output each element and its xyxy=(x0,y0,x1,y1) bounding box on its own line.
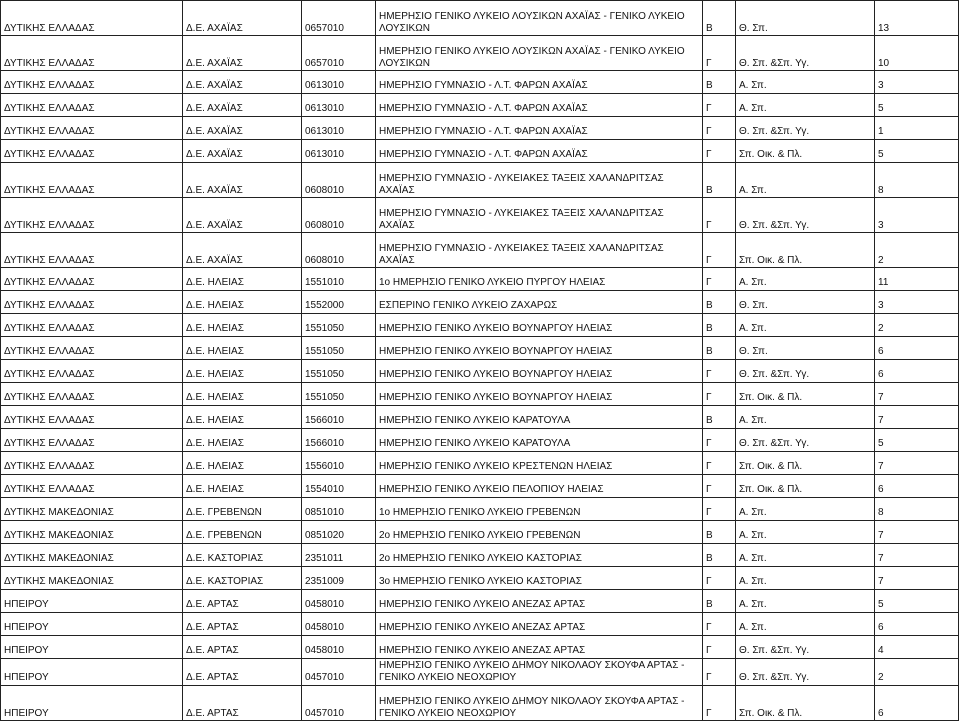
count-cell: 3 xyxy=(875,71,959,94)
directorate-cell: Δ.Ε. ΗΛΕΙΑΣ xyxy=(183,406,302,429)
table-row xyxy=(1,198,959,233)
field-cell: Α. Σπ. xyxy=(736,590,875,613)
region-cell: ΔΥΤΙΚΗΣ ΕΛΛΑΔΑΣ xyxy=(1,475,183,498)
region-cell: ΔΥΤΙΚΗΣ ΜΑΚΕΔΟΝΙΑΣ xyxy=(1,521,183,544)
region-cell: ΗΠΕΙΡΟΥ xyxy=(1,590,183,613)
table-row xyxy=(1,521,959,544)
field-cell: Σπ. Οικ. & Πλ. xyxy=(736,686,875,721)
directorate-cell: Δ.Ε. ΑΡΤΑΣ xyxy=(183,590,302,613)
count-cell: 2 xyxy=(875,233,959,268)
field-cell: Θ. Σπ. &Σπ. Υγ. xyxy=(736,198,875,233)
field-cell: Α. Σπ. xyxy=(736,521,875,544)
table-body xyxy=(1,1,959,721)
school-code-cell: 1551010 xyxy=(302,268,376,291)
class-cell: Γ xyxy=(703,140,736,163)
school-name-cell: ΗΜΕΡΗΣΙΟ ΓΕΝΙΚΟ ΛΥΚΕΙΟ ΒΟΥΝΑΡΓΟΥ ΗΛΕΙΑΣ xyxy=(376,383,703,406)
region-cell: ΔΥΤΙΚΗΣ ΕΛΛΑΔΑΣ xyxy=(1,429,183,452)
school-code-cell: 1552000 xyxy=(302,291,376,314)
directorate-cell: Δ.Ε. ΓΡΕΒΕΝΩΝ xyxy=(183,521,302,544)
directorate-cell: Δ.Ε. ΑΡΤΑΣ xyxy=(183,636,302,659)
directorate-cell: Δ.Ε. ΑΡΤΑΣ xyxy=(183,613,302,636)
directorate-cell: Δ.Ε. ΑΧΑΪΑΣ xyxy=(183,233,302,268)
count-cell: 2 xyxy=(875,659,959,686)
field-cell: Θ. Σπ. &Σπ. Υγ. xyxy=(736,636,875,659)
region-cell: ΔΥΤΙΚΗΣ ΕΛΛΑΔΑΣ xyxy=(1,198,183,233)
region-cell: ΔΥΤΙΚΗΣ ΜΑΚΕΔΟΝΙΑΣ xyxy=(1,498,183,521)
school-code-cell: 1556010 xyxy=(302,452,376,475)
count-cell: 5 xyxy=(875,94,959,117)
school-name-cell: 2ο ΗΜΕΡΗΣΙΟ ΓΕΝΙΚΟ ΛΥΚΕΙΟ ΚΑΣΤΟΡΙΑΣ xyxy=(376,544,703,567)
school-code-cell: 0608010 xyxy=(302,233,376,268)
school-name-cell: ΗΜΕΡΗΣΙΟ ΓΕΝΙΚΟ ΛΥΚΕΙΟ ΚΡΕΣΤΕΝΩΝ ΗΛΕΙΑΣ xyxy=(376,452,703,475)
school-code-cell: 0608010 xyxy=(302,163,376,198)
class-cell: Γ xyxy=(703,686,736,721)
class-cell: Γ xyxy=(703,659,736,686)
class-cell: Γ xyxy=(703,567,736,590)
school-code-cell: 0458010 xyxy=(302,613,376,636)
field-cell: Α. Σπ. xyxy=(736,163,875,198)
field-cell: Α. Σπ. xyxy=(736,613,875,636)
school-code-cell: 1566010 xyxy=(302,406,376,429)
school-name-cell: ΗΜΕΡΗΣΙΟ ΓΕΝΙΚΟ ΛΥΚΕΙΟ ΛΟΥΣΙΚΩΝ ΑΧΑΪΑΣ - ΓΕΝΙΚΟ ΛΥΚΕΙΟ ΛΟΥΣΙΚΩΝ xyxy=(376,1,703,36)
region-cell: ΔΥΤΙΚΗΣ ΕΛΛΑΔΑΣ xyxy=(1,268,183,291)
school-code-cell: 0608010 xyxy=(302,198,376,233)
count-cell: 2 xyxy=(875,314,959,337)
class-cell: Γ xyxy=(703,36,736,71)
school-code-cell: 0457010 xyxy=(302,659,376,686)
count-cell: 3 xyxy=(875,291,959,314)
count-cell: 13 xyxy=(875,1,959,36)
region-cell: ΔΥΤΙΚΗΣ ΕΛΛΑΔΑΣ xyxy=(1,383,183,406)
school-code-cell: 0851010 xyxy=(302,498,376,521)
school-code-cell: 0458010 xyxy=(302,590,376,613)
school-code-cell: 2351009 xyxy=(302,567,376,590)
region-cell: ΔΥΤΙΚΗΣ ΕΛΛΑΔΑΣ xyxy=(1,117,183,140)
table-row xyxy=(1,613,959,636)
directorate-cell: Δ.Ε. ΗΛΕΙΑΣ xyxy=(183,337,302,360)
school-name-cell: ΗΜΕΡΗΣΙΟ ΓΕΝΙΚΟ ΛΥΚΕΙΟ ΛΟΥΣΙΚΩΝ ΑΧΑΪΑΣ - ΓΕΝΙΚΟ ΛΥΚΕΙΟ ΛΟΥΣΙΚΩΝ xyxy=(376,36,703,71)
table-row xyxy=(1,291,959,314)
school-code-cell: 0458010 xyxy=(302,636,376,659)
field-cell: Α. Σπ. xyxy=(736,567,875,590)
directorate-cell: Δ.Ε. ΗΛΕΙΑΣ xyxy=(183,429,302,452)
region-cell: ΔΥΤΙΚΗΣ ΕΛΛΑΔΑΣ xyxy=(1,1,183,36)
class-cell: Β xyxy=(703,1,736,36)
school-name-cell: ΗΜΕΡΗΣΙΟ ΓΥΜΝΑΣΙΟ - Λ.Τ. ΦΑΡΩΝ ΑΧΑΪΑΣ xyxy=(376,117,703,140)
directorate-cell: Δ.Ε. ΚΑΣΤΟΡΙΑΣ xyxy=(183,544,302,567)
school-name-cell: ΗΜΕΡΗΣΙΟ ΓΥΜΝΑΣΙΟ - ΛΥΚΕΙΑΚΕΣ ΤΑΞΕΙΣ ΧΑΛΑΝΔΡΙΤΣΑΣ ΑΧΑΪΑΣ xyxy=(376,198,703,233)
class-cell: Β xyxy=(703,590,736,613)
field-cell: Α. Σπ. xyxy=(736,498,875,521)
region-cell: ΔΥΤΙΚΗΣ ΕΛΛΑΔΑΣ xyxy=(1,360,183,383)
table-row xyxy=(1,71,959,94)
table-row xyxy=(1,383,959,406)
directorate-cell: Δ.Ε. ΑΧΑΪΑΣ xyxy=(183,140,302,163)
school-code-cell: 1551050 xyxy=(302,360,376,383)
count-cell: 6 xyxy=(875,337,959,360)
directorate-cell: Δ.Ε. ΑΧΑΪΑΣ xyxy=(183,71,302,94)
class-cell: Γ xyxy=(703,383,736,406)
school-name-cell: ΗΜΕΡΗΣΙΟ ΓΕΝΙΚΟ ΛΥΚΕΙΟ ΔΗΜΟΥ ΝΙΚΟΛΑΟΥ ΣΚΟΥΦΑ ΑΡΤΑΣ - ΓΕΝΙΚΟ ΛΥΚΕΙΟ ΝΕΟΧΩΡΙΟΥ xyxy=(376,686,703,721)
table-row xyxy=(1,429,959,452)
directorate-cell: Δ.Ε. ΑΧΑΪΑΣ xyxy=(183,36,302,71)
school-code-cell: 0613010 xyxy=(302,71,376,94)
class-cell: Β xyxy=(703,337,736,360)
table-row xyxy=(1,567,959,590)
directorate-cell: Δ.Ε. ΚΑΣΤΟΡΙΑΣ xyxy=(183,567,302,590)
table-row xyxy=(1,233,959,268)
field-cell: Α. Σπ. xyxy=(736,314,875,337)
table-row xyxy=(1,117,959,140)
school-name-cell: 2ο ΗΜΕΡΗΣΙΟ ΓΕΝΙΚΟ ΛΥΚΕΙΟ ΓΡΕΒΕΝΩΝ xyxy=(376,521,703,544)
field-cell: Σπ. Οικ. & Πλ. xyxy=(736,475,875,498)
class-cell: Γ xyxy=(703,452,736,475)
region-cell: ΗΠΕΙΡΟΥ xyxy=(1,636,183,659)
directorate-cell: Δ.Ε. ΑΧΑΪΑΣ xyxy=(183,198,302,233)
directorate-cell: Δ.Ε. ΑΧΑΪΑΣ xyxy=(183,1,302,36)
field-cell: Σπ. Οικ. & Πλ. xyxy=(736,233,875,268)
count-cell: 6 xyxy=(875,686,959,721)
directorate-cell: Δ.Ε. ΑΧΑΪΑΣ xyxy=(183,94,302,117)
table-row xyxy=(1,360,959,383)
field-cell: Α. Σπ. xyxy=(736,406,875,429)
table-row xyxy=(1,140,959,163)
school-name-cell: ΗΜΕΡΗΣΙΟ ΓΕΝΙΚΟ ΛΥΚΕΙΟ ΑΝΕΖΑΣ ΑΡΤΑΣ xyxy=(376,590,703,613)
school-code-cell: 0657010 xyxy=(302,1,376,36)
field-cell: Θ. Σπ. &Σπ. Υγ. xyxy=(736,360,875,383)
region-cell: ΗΠΕΙΡΟΥ xyxy=(1,686,183,721)
region-cell: ΔΥΤΙΚΗΣ ΕΛΛΑΔΑΣ xyxy=(1,163,183,198)
directorate-cell: Δ.Ε. ΑΧΑΪΑΣ xyxy=(183,163,302,198)
table-row xyxy=(1,1,959,36)
class-cell: Γ xyxy=(703,498,736,521)
table-row xyxy=(1,498,959,521)
table-row xyxy=(1,544,959,567)
class-cell: Γ xyxy=(703,233,736,268)
school-name-cell: 1ο ΗΜΕΡΗΣΙΟ ΓΕΝΙΚΟ ΛΥΚΕΙΟ ΠΥΡΓΟΥ ΗΛΕΙΑΣ xyxy=(376,268,703,291)
count-cell: 6 xyxy=(875,360,959,383)
class-cell: Γ xyxy=(703,198,736,233)
class-cell: Γ xyxy=(703,268,736,291)
school-name-cell: 3ο ΗΜΕΡΗΣΙΟ ΓΕΝΙΚΟ ΛΥΚΕΙΟ ΚΑΣΤΟΡΙΑΣ xyxy=(376,567,703,590)
class-cell: Β xyxy=(703,163,736,198)
field-cell: Θ. Σπ. &Σπ. Υγ. xyxy=(736,117,875,140)
table-row xyxy=(1,36,959,71)
region-cell: ΔΥΤΙΚΗΣ ΕΛΛΑΔΑΣ xyxy=(1,233,183,268)
count-cell: 5 xyxy=(875,429,959,452)
count-cell: 7 xyxy=(875,406,959,429)
school-code-cell: 0457010 xyxy=(302,686,376,721)
school-code-cell: 0613010 xyxy=(302,94,376,117)
count-cell: 3 xyxy=(875,198,959,233)
class-cell: Β xyxy=(703,544,736,567)
region-cell: ΔΥΤΙΚΗΣ ΕΛΛΑΔΑΣ xyxy=(1,140,183,163)
school-name-cell: ΗΜΕΡΗΣΙΟ ΓΕΝΙΚΟ ΛΥΚΕΙΟ ΚΑΡΑΤΟΥΛΑ xyxy=(376,429,703,452)
table-row xyxy=(1,314,959,337)
school-name-cell: ΗΜΕΡΗΣΙΟ ΓΕΝΙΚΟ ΛΥΚΕΙΟ ΒΟΥΝΑΡΓΟΥ ΗΛΕΙΑΣ xyxy=(376,314,703,337)
region-cell: ΔΥΤΙΚΗΣ ΕΛΛΑΔΑΣ xyxy=(1,337,183,360)
school-code-cell: 1566010 xyxy=(302,429,376,452)
directorate-cell: Δ.Ε. ΗΛΕΙΑΣ xyxy=(183,268,302,291)
school-name-cell: ΗΜΕΡΗΣΙΟ ΓΕΝΙΚΟ ΛΥΚΕΙΟ ΑΝΕΖΑΣ ΑΡΤΑΣ xyxy=(376,636,703,659)
field-cell: Θ. Σπ. &Σπ. Υγ. xyxy=(736,36,875,71)
class-cell: Β xyxy=(703,314,736,337)
directorate-cell: Δ.Ε. ΑΡΤΑΣ xyxy=(183,686,302,721)
directorate-cell: Δ.Ε. ΗΛΕΙΑΣ xyxy=(183,475,302,498)
region-cell: ΔΥΤΙΚΗΣ ΕΛΛΑΔΑΣ xyxy=(1,36,183,71)
school-code-cell: 1551050 xyxy=(302,337,376,360)
school-code-cell: 0613010 xyxy=(302,140,376,163)
region-cell: ΔΥΤΙΚΗΣ ΜΑΚΕΔΟΝΙΑΣ xyxy=(1,567,183,590)
count-cell: 7 xyxy=(875,452,959,475)
class-cell: Γ xyxy=(703,360,736,383)
count-cell: 10 xyxy=(875,36,959,71)
table-row xyxy=(1,590,959,613)
field-cell: Θ. Σπ. &Σπ. Υγ. xyxy=(736,429,875,452)
region-cell: ΗΠΕΙΡΟΥ xyxy=(1,659,183,686)
table-row xyxy=(1,659,959,686)
school-name-cell: ΗΜΕΡΗΣΙΟ ΓΕΝΙΚΟ ΛΥΚΕΙΟ ΒΟΥΝΑΡΓΟΥ ΗΛΕΙΑΣ xyxy=(376,337,703,360)
school-code-cell: 0657010 xyxy=(302,36,376,71)
class-cell: Β xyxy=(703,406,736,429)
field-cell: Θ. Σπ. xyxy=(736,1,875,36)
class-cell: Γ xyxy=(703,475,736,498)
region-cell: ΗΠΕΙΡΟΥ xyxy=(1,613,183,636)
field-cell: Α. Σπ. xyxy=(736,71,875,94)
school-code-cell: 0613010 xyxy=(302,117,376,140)
field-cell: Θ. Σπ. xyxy=(736,291,875,314)
field-cell: Θ. Σπ. xyxy=(736,337,875,360)
school-name-cell: ΗΜΕΡΗΣΙΟ ΓΕΝΙΚΟ ΛΥΚΕΙΟ ΚΑΡΑΤΟΥΛΑ xyxy=(376,406,703,429)
table-row xyxy=(1,686,959,721)
school-code-cell: 1554010 xyxy=(302,475,376,498)
table-row xyxy=(1,163,959,198)
class-cell: Β xyxy=(703,521,736,544)
count-cell: 5 xyxy=(875,140,959,163)
table-row xyxy=(1,636,959,659)
school-name-cell: ΗΜΕΡΗΣΙΟ ΓΥΜΝΑΣΙΟ - ΛΥΚΕΙΑΚΕΣ ΤΑΞΕΙΣ ΧΑΛΑΝΔΡΙΤΣΑΣ ΑΧΑΪΑΣ xyxy=(376,233,703,268)
field-cell: Α. Σπ. xyxy=(736,94,875,117)
count-cell: 8 xyxy=(875,163,959,198)
region-cell: ΔΥΤΙΚΗΣ ΕΛΛΑΔΑΣ xyxy=(1,406,183,429)
directorate-cell: Δ.Ε. ΓΡΕΒΕΝΩΝ xyxy=(183,498,302,521)
school-name-cell: ΗΜΕΡΗΣΙΟ ΓΥΜΝΑΣΙΟ - ΛΥΚΕΙΑΚΕΣ ΤΑΞΕΙΣ ΧΑΛΑΝΔΡΙΤΣΑΣ ΑΧΑΪΑΣ xyxy=(376,163,703,198)
class-cell: Β xyxy=(703,291,736,314)
field-cell: Σπ. Οικ. & Πλ. xyxy=(736,383,875,406)
region-cell: ΔΥΤΙΚΗΣ ΕΛΛΑΔΑΣ xyxy=(1,71,183,94)
school-name-cell: ΗΜΕΡΗΣΙΟ ΓΥΜΝΑΣΙΟ - Λ.Τ. ΦΑΡΩΝ ΑΧΑΪΑΣ xyxy=(376,140,703,163)
region-cell: ΔΥΤΙΚΗΣ ΕΛΛΑΔΑΣ xyxy=(1,94,183,117)
directorate-cell: Δ.Ε. ΑΡΤΑΣ xyxy=(183,659,302,686)
count-cell: 6 xyxy=(875,613,959,636)
count-cell: 7 xyxy=(875,521,959,544)
school-name-cell: ΗΜΕΡΗΣΙΟ ΓΕΝΙΚΟ ΛΥΚΕΙΟ ΒΟΥΝΑΡΓΟΥ ΗΛΕΙΑΣ xyxy=(376,360,703,383)
table-row xyxy=(1,268,959,291)
school-name-cell: ΗΜΕΡΗΣΙΟ ΓΕΝΙΚΟ ΛΥΚΕΙΟ ΔΗΜΟΥ ΝΙΚΟΛΑΟΥ ΣΚΟΥΦΑ ΑΡΤΑΣ - ΓΕΝΙΚΟ ΛΥΚΕΙΟ ΝΕΟΧΩΡΙΟΥ xyxy=(376,659,703,686)
directorate-cell: Δ.Ε. ΗΛΕΙΑΣ xyxy=(183,291,302,314)
table-row xyxy=(1,406,959,429)
directorate-cell: Δ.Ε. ΗΛΕΙΑΣ xyxy=(183,452,302,475)
table-row xyxy=(1,475,959,498)
field-cell: Θ. Σπ. &Σπ. Υγ. xyxy=(736,659,875,686)
class-cell: Γ xyxy=(703,94,736,117)
region-cell: ΔΥΤΙΚΗΣ ΕΛΛΑΔΑΣ xyxy=(1,452,183,475)
count-cell: 11 xyxy=(875,268,959,291)
directorate-cell: Δ.Ε. ΗΛΕΙΑΣ xyxy=(183,383,302,406)
field-cell: Α. Σπ. xyxy=(736,544,875,567)
field-cell: Α. Σπ. xyxy=(736,268,875,291)
count-cell: 7 xyxy=(875,567,959,590)
class-cell: Γ xyxy=(703,429,736,452)
class-cell: Γ xyxy=(703,636,736,659)
region-cell: ΔΥΤΙΚΗΣ ΕΛΛΑΔΑΣ xyxy=(1,314,183,337)
count-cell: 6 xyxy=(875,475,959,498)
region-cell: ΔΥΤΙΚΗΣ ΕΛΛΑΔΑΣ xyxy=(1,291,183,314)
count-cell: 7 xyxy=(875,383,959,406)
school-code-cell: 2351011 xyxy=(302,544,376,567)
table-row xyxy=(1,337,959,360)
class-cell: Γ xyxy=(703,117,736,140)
school-code-cell: 1551050 xyxy=(302,314,376,337)
directorate-cell: Δ.Ε. ΗΛΕΙΑΣ xyxy=(183,360,302,383)
table-row xyxy=(1,94,959,117)
school-code-cell: 1551050 xyxy=(302,383,376,406)
school-code-cell: 0851020 xyxy=(302,521,376,544)
school-name-cell: ΗΜΕΡΗΣΙΟ ΓΥΜΝΑΣΙΟ - Λ.Τ. ΦΑΡΩΝ ΑΧΑΪΑΣ xyxy=(376,94,703,117)
class-cell: Β xyxy=(703,71,736,94)
class-cell: Γ xyxy=(703,613,736,636)
count-cell: 7 xyxy=(875,544,959,567)
school-name-cell: 1ο ΗΜΕΡΗΣΙΟ ΓΕΝΙΚΟ ΛΥΚΕΙΟ ΓΡΕΒΕΝΩΝ xyxy=(376,498,703,521)
region-cell: ΔΥΤΙΚΗΣ ΜΑΚΕΔΟΝΙΑΣ xyxy=(1,544,183,567)
count-cell: 8 xyxy=(875,498,959,521)
field-cell: Σπ. Οικ. & Πλ. xyxy=(736,452,875,475)
school-name-cell: ΗΜΕΡΗΣΙΟ ΓΕΝΙΚΟ ΛΥΚΕΙΟ ΑΝΕΖΑΣ ΑΡΤΑΣ xyxy=(376,613,703,636)
directorate-cell: Δ.Ε. ΑΧΑΪΑΣ xyxy=(183,117,302,140)
field-cell: Σπ. Οικ. & Πλ. xyxy=(736,140,875,163)
school-name-cell: ΕΣΠΕΡΙΝΟ ΓΕΝΙΚΟ ΛΥΚΕΙΟ ΖΑΧΑΡΩΣ xyxy=(376,291,703,314)
count-cell: 1 xyxy=(875,117,959,140)
count-cell: 5 xyxy=(875,590,959,613)
school-name-cell: ΗΜΕΡΗΣΙΟ ΓΥΜΝΑΣΙΟ - Λ.Τ. ΦΑΡΩΝ ΑΧΑΪΑΣ xyxy=(376,71,703,94)
school-name-cell: ΗΜΕΡΗΣΙΟ ΓΕΝΙΚΟ ΛΥΚΕΙΟ ΠΕΛΟΠΙΟΥ ΗΛΕΙΑΣ xyxy=(376,475,703,498)
directorate-cell: Δ.Ε. ΗΛΕΙΑΣ xyxy=(183,314,302,337)
count-cell: 4 xyxy=(875,636,959,659)
table-row xyxy=(1,452,959,475)
